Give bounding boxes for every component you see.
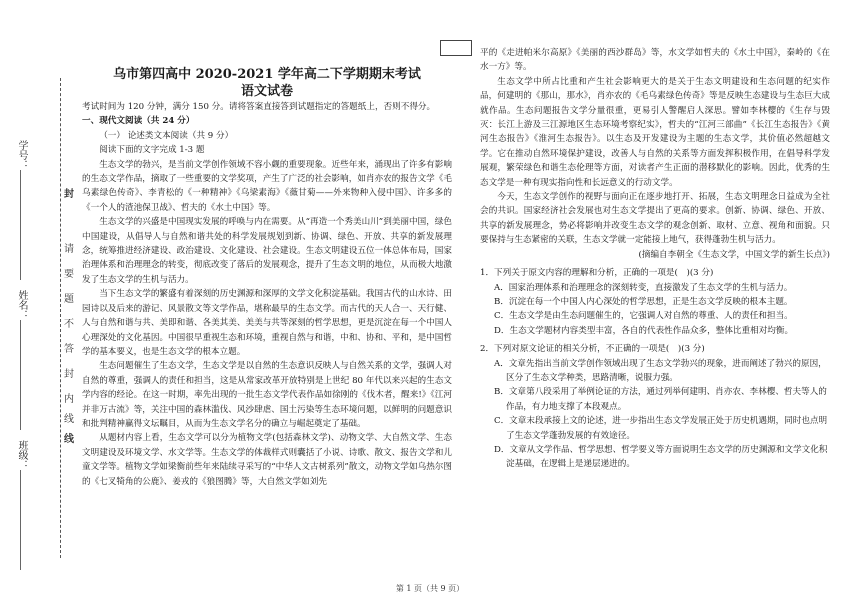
passage-source: (摘编自李朝全《生态文学，中国文学的新生长点》) — [638, 249, 830, 260]
binding-margin — [0, 0, 62, 608]
question-option: D．生态文学题材内容类型丰富，各自的代表性作品众多，整体比重相对均衡。 — [494, 325, 794, 336]
passage-paragraph: 当下生态文学的繁盛有着深刻的历史渊源和深厚的文学文化积淀基础。我国古代的山水诗、田园诗以及后来的游记、风景散文等文学作品，堪称最早的生态文学。而古代的天人合一、天行健、人与自然和谐与共、美即和谐、各美其美、美美与共等深刻的哲学思想，更是沉淀在每一个中国人心理深处的文化基因。中国很早重视生态和环境，重视自然与和谐，中和、协和、平和，是中国哲学的基本要义，也是生态文学的根本立题。 — [82, 289, 452, 357]
question-stem: 2．下列对原文论证的相关分析，不正确的一项是( )(3 分) — [480, 344, 705, 355]
question-option: C．文章末段承接上文的论述，进一步指出生态文学发展正处于历史机遇期，同时也点明了生态文学蓬勃发展的有效途径。 — [494, 416, 828, 441]
passage-paragraph: 今天，生态文学创作的视野与面向正在逐步地打开、拓展，生态文明理念日益成为全社会的共识。国家经济社会发展也对生态文学提出了更高的要求。创新、协调、绿色、开放、共享的新发展理念，势必将影响并改变生态文学的观念创新、取材、立意、视角和面貌。只要保持与生态紧密的关联，生态文学就一定能接上地气，获得蓬勃生机与活力。 — [480, 192, 830, 246]
student-id-line — [20, 170, 21, 280]
seal-char: 内 — [64, 394, 74, 405]
seal-mark: 线 — [64, 434, 74, 445]
passage-paragraph: 平的《走进帕米尔高原》《美丽的西沙群岛》等，水文学如哲夫的《水土中国》，秦岭的《在水一方》等。 — [480, 48, 830, 73]
name-line — [20, 320, 21, 430]
student-id-label: 学号： — [16, 140, 27, 170]
seal-char: 不 — [64, 319, 74, 330]
passage-paragraph: 从题材内容上看，生态文学可以分为植物文学(包括森林文学)、动物文学、大自然文学、生态文明建设及环境文学、水文学等。生态文学的体裁样式则囊括了小说、诗歌、散文、报告文学和儿童文学等。植物文学如梁衡前些年来陆续寻采写的“中华人文古树系列”散文，动物文学如乌热尔图的《七叉犄角的公鹿》、姜戎的《狼图腾》等，大自然文学如刘先 — [82, 433, 452, 487]
passage-paragraph: 生态文学的勃兴，是当前文学创作领域不容小觑的重要现象。近些年来，涌现出了许多有影响的生态文学作品，摘取了一些重要的文学奖项，产生了广泛的社会影响，如肖亦农的报告文学《毛乌素绿色传奇》、李青松的《一种精神》《乌梁素海》《薇甘菊——外来物种入侵中国》、许多多的《一个人的渣池保卫战》、哲夫的《水土中国》等。 — [82, 159, 452, 213]
question-option: C．生态文学是由生态问题催生的，它强调人对自然的尊重、人的责任和担当。 — [494, 311, 793, 322]
question-option: B．文章第八段采用了举例论证的方法，通过列举何建明、肖亦农、李林樱、哲夫等人的作品，有力地支撑了本段观点。 — [494, 387, 827, 412]
seal-char: 答 — [64, 344, 74, 355]
right-column — [480, 46, 830, 472]
passage-paragraph: 生态问题催生了生态文学，生态文学是以自然的生态意识反映人与自然关系的文学，强调人对自然的尊重，强调人的责任和担当，这是从常家改革开放特别是上世纪 80 年代以来兴起的生态文学内容的经论。在这一时期，率先出现的一批生态文学代表作品如徐刚的《伐木者，醒来!》《江河并非万古流》等，关注中国的森林滥伐、风沙肆虐、国土污染等生态环境问题，以鲜明的问题意识和批判精神赢得文坛瞩目，从而为生态文学名分的确立与崛起奠定了基础。 — [82, 361, 452, 429]
class-label: 班级： — [16, 440, 27, 470]
passage-paragraph: 生态文学的兴盛是中国现实发展的呼唤与内在需要。从“再造一个秀美山川”到美丽中国，绿色中国建设，从倡导人与自然和谐共处的科学发展规划到新、协调、绿色、开放、共享的新发展理念，统筹推进经济建设、政治建设、文化建设、社会建设。生态文明建设五位一体总体布局，国家治理体系和治理理念的转变，彻底改变了落后的发展观念，提升了生态文明的地位，从而极大地激发了生态文学的生机与活力。 — [82, 217, 452, 285]
exam-info: 考试时间为 120 分钟，满分 150 分。请将答案直接答到试题指定的答题纸上，否则不得分。 — [82, 102, 436, 112]
question-option: A．文章先指出当前文学创作领域出现了生态文学勃兴的现象，进而阐述了勃兴的原因，区分了生态文学种类，思路清晰，说服力强。 — [494, 358, 827, 383]
question-option: D．文章从文学作品、哲学思想、哲学要义等方面说明生态文学的历史渊源和文学文化积淀基础，在逻辑上是递层递进的。 — [494, 444, 828, 470]
seal-char: 要 — [64, 269, 74, 280]
class-line — [20, 470, 21, 570]
subsection-heading: （一） 论述类文本阅读（共 9 分） — [99, 130, 234, 141]
question-stem: 1．下列关于原文内容的理解和分析，正确的一项是( )(3 分) — [480, 268, 714, 279]
seal-line — [60, 78, 61, 558]
reading-instruction: 阅读下面的文字完成 1-3 题 — [99, 145, 205, 156]
seal-mark: 封 — [64, 189, 74, 200]
exam-subtitle: 语文试卷 — [240, 84, 293, 99]
question-option: A．国家治理体系和治理理念的深刻转变，直接激发了生态文学的生机与活力。 — [494, 282, 793, 293]
name-label: 姓名： — [16, 290, 27, 320]
left-column — [82, 66, 452, 489]
section-heading: 一、现代文阅读（共 24 分） — [82, 116, 195, 127]
passage-paragraph: 生态文学中所占比重和产生社会影响更大的是关于生态文明建设和生态问题的纪实作品，何建明的《那山，那水》，肖亦农的《毛乌素绿色传奇》等是反映生态建设与生态巨大成就作品。生态问题报告文学分量很重，更易引人警醒启人深思。譬如李林樱的《生存与毁灭：长江上游及三江源地区生态环境考察纪实》，哲夫的“江河三部曲”《长江生态报告》《黄河生态报告》《淮河生态报告》。以生态及开发建设为主题的生态文学，其价值必然超越文学。它在推动自然环境保护建设，改善人与自然的关系等方面发挥积极作用，在倡导科学发展观，繁荣绿色和谐生态伦理等方面，对读者产生正面的潜移默化的影响。因此，优秀的生态文学是一种有现实指向性和长远意义的行动文学。 — [480, 76, 830, 188]
exam-title: 乌市第四高中 2020-2021 学年高二下学期期末考试 — [113, 67, 421, 82]
page-footer: 第 1 页（共 9 页） — [395, 584, 465, 593]
seal-char: 题 — [64, 294, 74, 305]
seal-char: 请 — [64, 244, 74, 255]
question-option: B．沉淀在每一个中国人内心深处的哲学思想，正是生态文学反映的根本主题。 — [494, 296, 793, 307]
seal-char: 线 — [64, 414, 74, 425]
seal-char: 封 — [64, 369, 74, 380]
page-number-box — [440, 40, 472, 56]
